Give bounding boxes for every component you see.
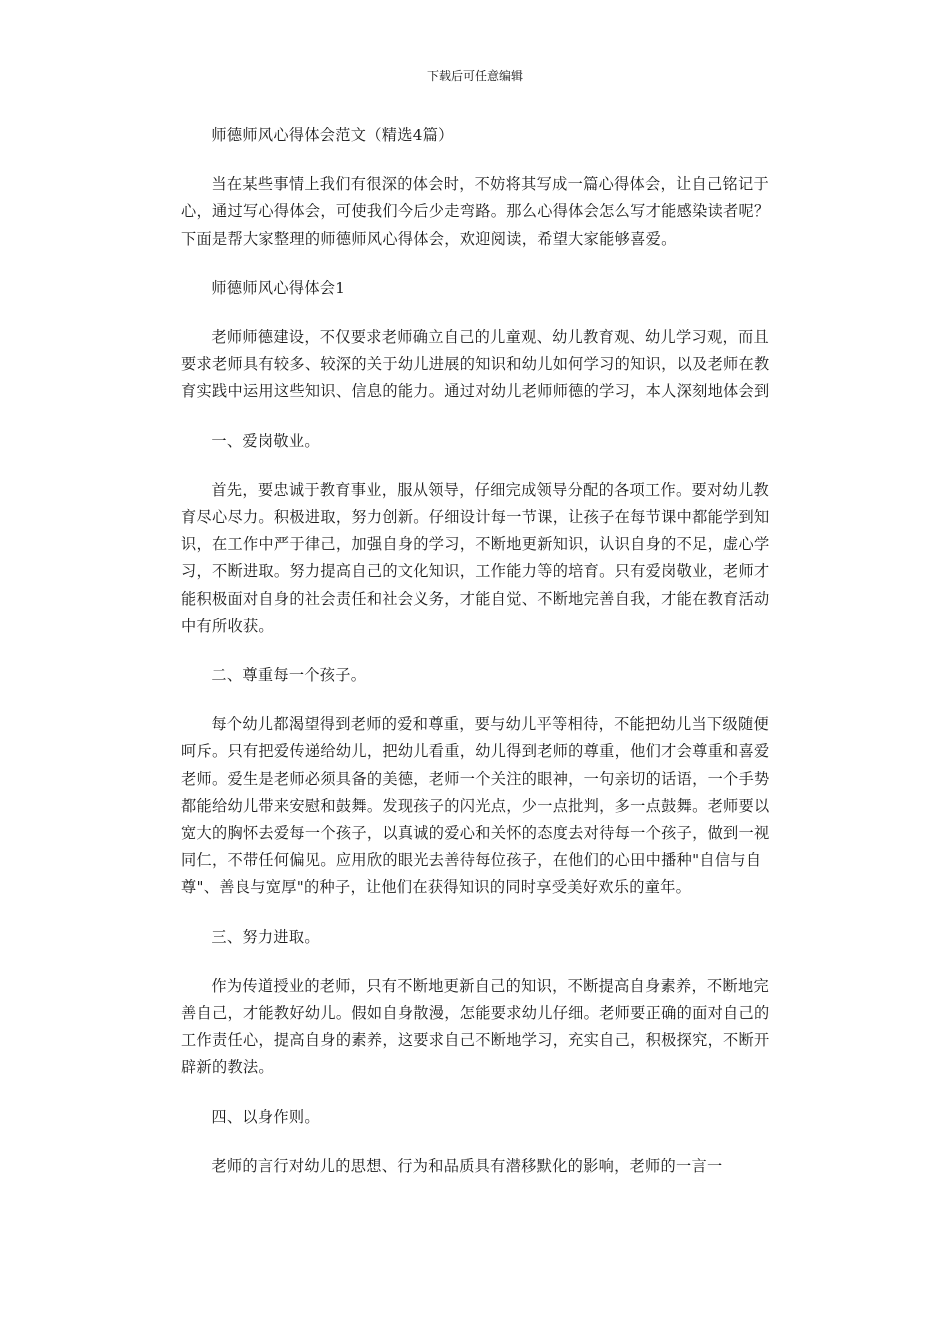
section-1-intro: 老师师德建设，不仅要求老师确立自己的儿童观、幼儿教育观、幼儿学习观，而且要求老师具有较多、较深的关于幼儿进展的知识和幼儿如何学习的知识，以及老师在教育实践中运用这些知识、信息的能力。通过对幼儿老师师德的学习，本人深刻地体会到 [181, 328, 770, 401]
section-1-title: 师德师风心得体会1 [211, 278, 346, 297]
document-title: 师德师风心得体会范文（精选4篇） [211, 126, 454, 144]
point-4-title: 四、以身作则。 [211, 1107, 320, 1126]
point-3-title: 三、努力进取。 [211, 927, 320, 946]
page-header-note: 下载后可任意编辑 [426, 69, 523, 83]
point-1-title: 一、爱岗敬业。 [211, 431, 320, 450]
point-3-body: 作为传道授业的老师，只有不断地更新自己的知识，不断提高自身素养，不断地完善自己，才能教好幼儿。假如自身散漫，怎能要求幼儿仔细。老师要正确的面对自己的工作责任心，提高自身的素养，这要求自己不断地学习，充实自己，积极探究，不断开辟新的教法。 [181, 976, 770, 1077]
point-2-body: 每个幼儿都渴望得到老师的爱和尊重，要与幼儿平等相待，不能把幼儿当下级随便呵斥。只有把爱传递给幼儿，把幼儿看重，幼儿得到老师的尊重，他们才会尊重和喜爱老师。爱生是老师必须具备的美德，老师一个关注的眼神，一句亲切的话语，一个手势都能给幼儿带来安慰和鼓舞。发现孩子的闪光点，少一点批判，多一点鼓舞。老师要以宽大的胸怀去爱每一个孩子，以真诚的爱心和关怀的态度去对待每一个孩子，做到一视同仁，不带任何偏见。应用欣的眼光去善待每位孩子，在他们的心田中播种"自信与自尊"、善良与宽厚"的种子，让他们在获得知识的同时享受美好欢乐的童年。 [181, 715, 770, 897]
point-2-title: 二、尊重每一个孩子。 [211, 666, 367, 685]
point-1-body: 首先，要忠诚于教育事业，服从领导，仔细完成领导分配的各项工作。要对幼儿教育尽心尽力。积极进取，努力创新。仔细设计每一节课，让孩子在每节课中都能学到知识，在工作中严于律己，加强自身的学习，不断地更新知识，认识自身的不足，虚心学习，不断进取。努力提高自己的文化知识，工作能力等的培育。只有爱岗敬业，老师才能积极面对自身的社会责任和社会义务，才能自觉、不断地完善自我，才能在教育活动中有所收获。 [181, 480, 770, 635]
document-body [181, 122, 779, 1202]
intro-paragraph: 当在某些事情上我们有很深的体会时，不妨将其写成一篇心得体会，让自己铭记于心，通过写心得体会，可使我们今后少走弯路。那么心得体会怎么写才能感染读者呢？下面是帮大家整理的师德师风心得体会，欢迎阅读，希望大家能够喜爱。 [181, 175, 770, 248]
point-4-body: 老师的言行对幼儿的思想、行为和品质具有潜移默化的影响，老师的一言一 [211, 1156, 723, 1175]
